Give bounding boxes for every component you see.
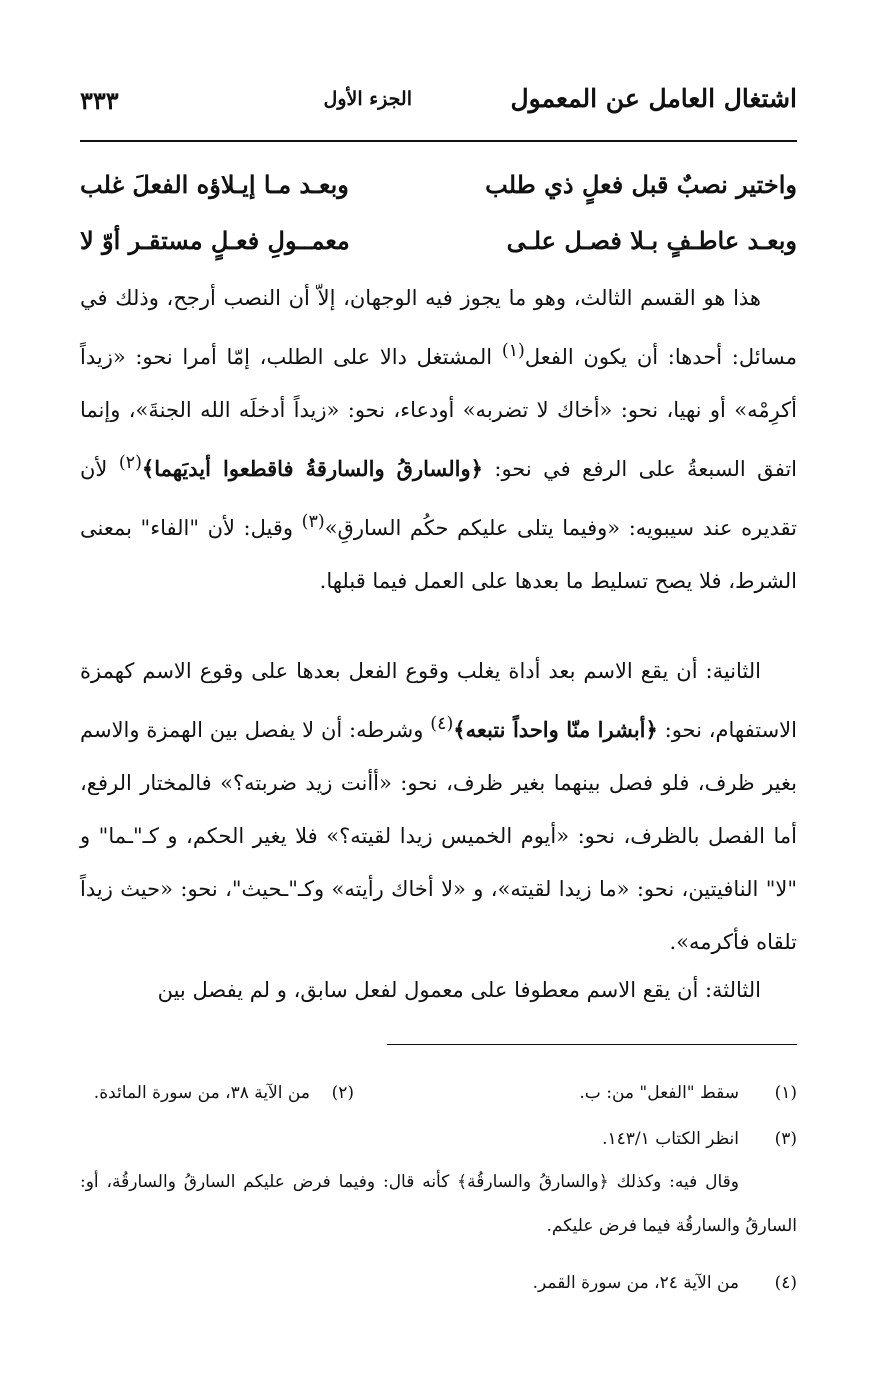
quran-quote: ﴿أبشرا منّا واحداً نتبعه﴾ <box>453 717 658 742</box>
verse-line <box>80 226 797 266</box>
footnote-number: (٣) <box>774 1129 797 1149</box>
quran-quote: ﴿والسارقُ والسارقةُ فاقطعوا أيديَهما﴾ <box>141 456 483 481</box>
verse-first-hemistich: واختير نصبٌ قبل فعلٍ ذي طلب <box>485 170 797 199</box>
verse-second-hemistich: وبعـد مـا إيـلاؤه الفعلَ غلب <box>80 170 349 199</box>
footnote-continuation: وقال فيه: وكذلك ﴿والسارقُ والسارقُة﴾ كأنه قال: وفيما فرض عليكم السارقُ والسارقُة، أو: السارقُ والسارقُة فيما فرض عليكم. <box>80 1172 797 1236</box>
verse-line <box>80 170 797 210</box>
footnote-number: (٤) <box>774 1273 797 1293</box>
paragraph-second-case <box>80 645 797 969</box>
paragraph-text: لأن تقديره عند سيبويه: «وفيما يتلى عليكم حكُم السارقِ» <box>80 457 797 540</box>
footnote-text: انظر الكتاب ١٤٣/١. <box>602 1129 739 1149</box>
footnote-ref: (٤) <box>430 714 454 734</box>
footnote-number: (٢) من الآية ٣٨، من سورة المائدة. <box>93 1083 354 1103</box>
paragraph-text: الثانية: أن يقع الاسم بعد أداة يغلب وقوع الفعل بعدها على وقوع الاسم كهمزة الاستفهام، نحو: <box>80 659 797 742</box>
footnote-ref: (٣) <box>301 512 325 532</box>
verse-second-hemistich: معمــولِ فعـلٍ مستقـر أوّ لا <box>80 226 350 255</box>
paragraph-text: هذا هو القسم الثالث، وهو ما يجوز فيه الوجهان، إلاّ أن النصب أرجح، وذلك في مسائل: أحدها: أن يكون الفعل <box>80 286 798 369</box>
footnote-text: سقط "الفعل" من: ب. <box>579 1083 739 1103</box>
paragraph-text: وقيل: لأن "الفاء" بمعنى الشرط، فلا يصح تسليط ما بعدها على العمل فيما قبلها. <box>80 516 797 593</box>
footnote-ref: (١) <box>501 341 525 361</box>
footnote-number: (١) <box>774 1083 797 1103</box>
verse-first-hemistich: وبعـد عاطـفٍ بـلا فصـل علـى <box>506 226 797 255</box>
paragraph-text: الثالثة: أن يقع الاسم معطوفا على معمول لفعل سابق، و لم يفصل بين <box>157 978 761 1002</box>
footnote-ref: (٢) <box>118 453 142 473</box>
running-header <box>80 84 797 140</box>
paragraph-text: المشتغل دالا على الطلب، إمّا أمرا نحو: «زيداً أكرِمْه» أو نهيا، نحو: «أخاك لا تضربه» أودعاء، نحو: «زيداً أدخلَه الله الجنةَ»، وإنما اتفق السبعةُ على الرفع في نحو: <box>80 345 797 481</box>
footnote-text: من الآية ٢٤، من سورة القمر. <box>532 1273 739 1293</box>
part-label: الجزء الأول <box>323 88 412 110</box>
chapter-title: اشتغال العامل عن المعمول <box>510 84 797 113</box>
paragraph-text: وشرطه: أن لا يفصل بين الهمزة والاسم بغير ظرف، فلو فصل بينهما بغير ظرف، نحو: «أأنت زيد ضربته؟» فالمختار الرفع، أما الفصل بالظرف، نحو: «أيوم الخميس زيدا لقيته؟» فلا يغير الحكم، و كـ"ـما" و "لا" النافيتين، نحو: «ما زيدا لقيته»، و «لا أخاك رأيته» وكـ"ـحيث"، نحو: «حيث زيداً تلقاه فأكرمه». <box>80 718 797 954</box>
page-number: ٣٣٣ <box>80 86 119 115</box>
footnote-text: من الآية ٣٨، من سورة المائدة. <box>93 1083 310 1103</box>
paragraph-first-case <box>80 272 797 608</box>
header-rule <box>80 140 797 142</box>
paragraph-third-case <box>80 964 797 1017</box>
footnote-separator <box>387 1044 797 1045</box>
